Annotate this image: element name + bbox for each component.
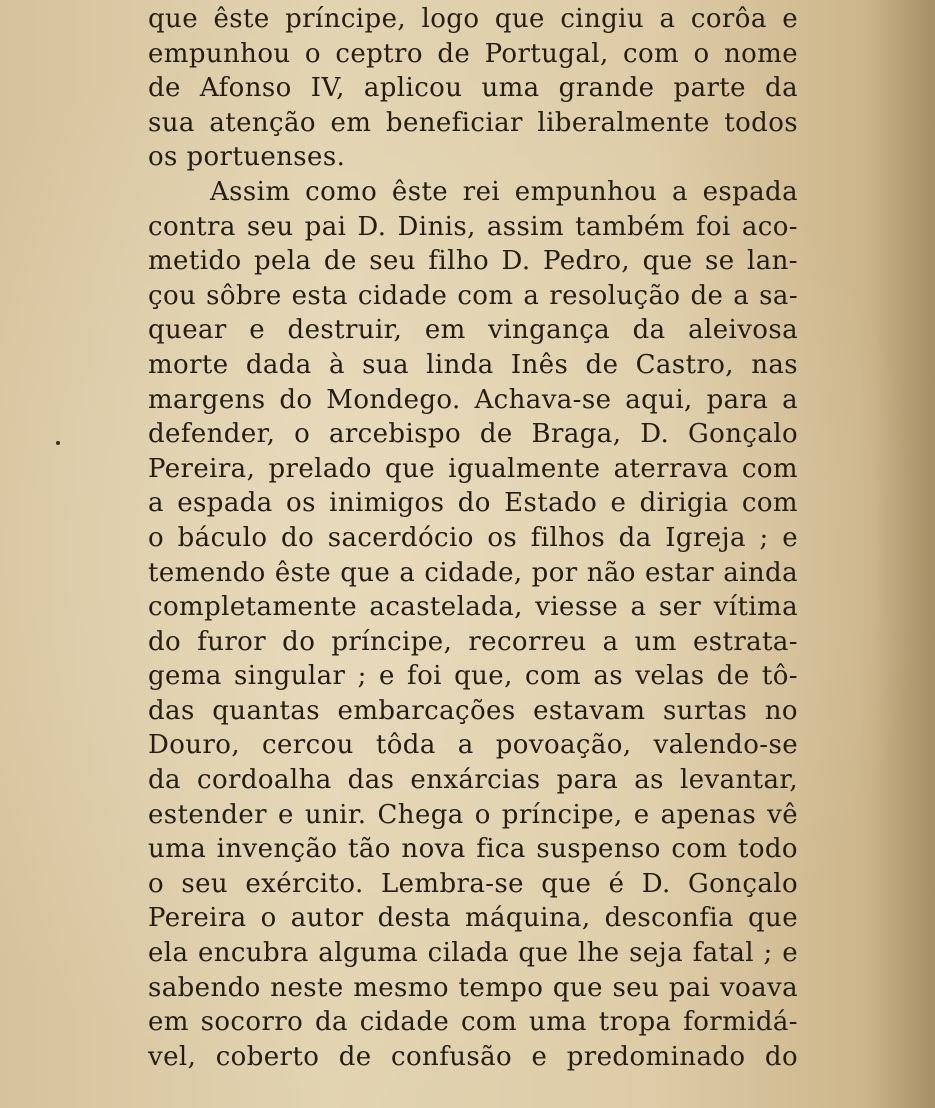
text-line: sua atenção em beneficiar liberalmente todos [148,107,798,138]
text-line: o báculo do sacerdócio os filhos da Igreja ; e [148,522,798,553]
text-line: em socorro da cidade com uma tropa formidá- [148,1007,798,1038]
text-line: metido pela de seu filho D. Pedro, que se lan- [148,246,798,277]
text-line: de Afonso IV, aplicou uma grande parte da [148,73,798,104]
text-line: ela encubra alguma cilada que lhe seja fatal ; e [148,938,798,969]
body-text [148,2,798,1074]
text-line: temendo êste que a cidade, por não estar ainda [148,557,798,588]
text-line: sabendo neste mesmo tempo que seu pai voava [148,972,798,1003]
text-line: gema singular ; e foi que, com as velas de tô- [148,661,798,692]
text-line: quear e destruir, em vingança da aleivosa [148,315,798,346]
text-line: Douro, cercou tôda a povoação, valendo-se [148,730,798,761]
text-line: da cordoalha das enxárcias para as levantar, [148,765,798,796]
text-line: Pereira o autor desta máquina, desconfia que [148,903,798,934]
page-edge-shadow [875,0,935,1108]
text-line: margens do Mondego. Achava-se aqui, para a [148,384,798,415]
text-line: que êste príncipe, logo que cingiu a corôa e [148,4,798,34]
text-line: uma invenção tão nova fica suspenso com todo [148,834,798,865]
text-line: estender e unir. Chega o príncipe, e apenas vê [148,799,798,830]
text-line: vel, coberto de confusão e predominado do [148,1041,798,1072]
text-line: çou sôbre esta cidade com a resolução de a sa- [148,280,798,311]
text-line: a espada os inimigos do Estado e dirigia com [148,488,798,519]
text-line: o seu exército. Lembra-se que é D. Gonçalo [148,868,798,899]
text-line: completamente acastelada, viesse a ser vítima [148,592,798,623]
text-line: contra seu pai D. Dinis, assim também foi aco- [148,211,798,242]
text-line: os portuenses. [148,142,346,173]
paragraph-start-line: Assim como êste rei empunhou a espada [210,176,798,207]
text-line: das quantas embarcações estavam surtas no [148,695,798,726]
text-line: empunhou o ceptro de Portugal, com o nome [148,38,798,69]
text-line: defender, o arcebispo de Braga, D. Gonçalo [148,419,798,450]
text-line: Pereira, prelado que igualmente aterrava com [148,453,798,484]
text-line: morte dada à sua linda Inês de Castro, nas [148,349,798,380]
ink-speck [56,441,60,445]
text-line: do furor do príncipe, recorreu a um estrata- [148,626,798,657]
